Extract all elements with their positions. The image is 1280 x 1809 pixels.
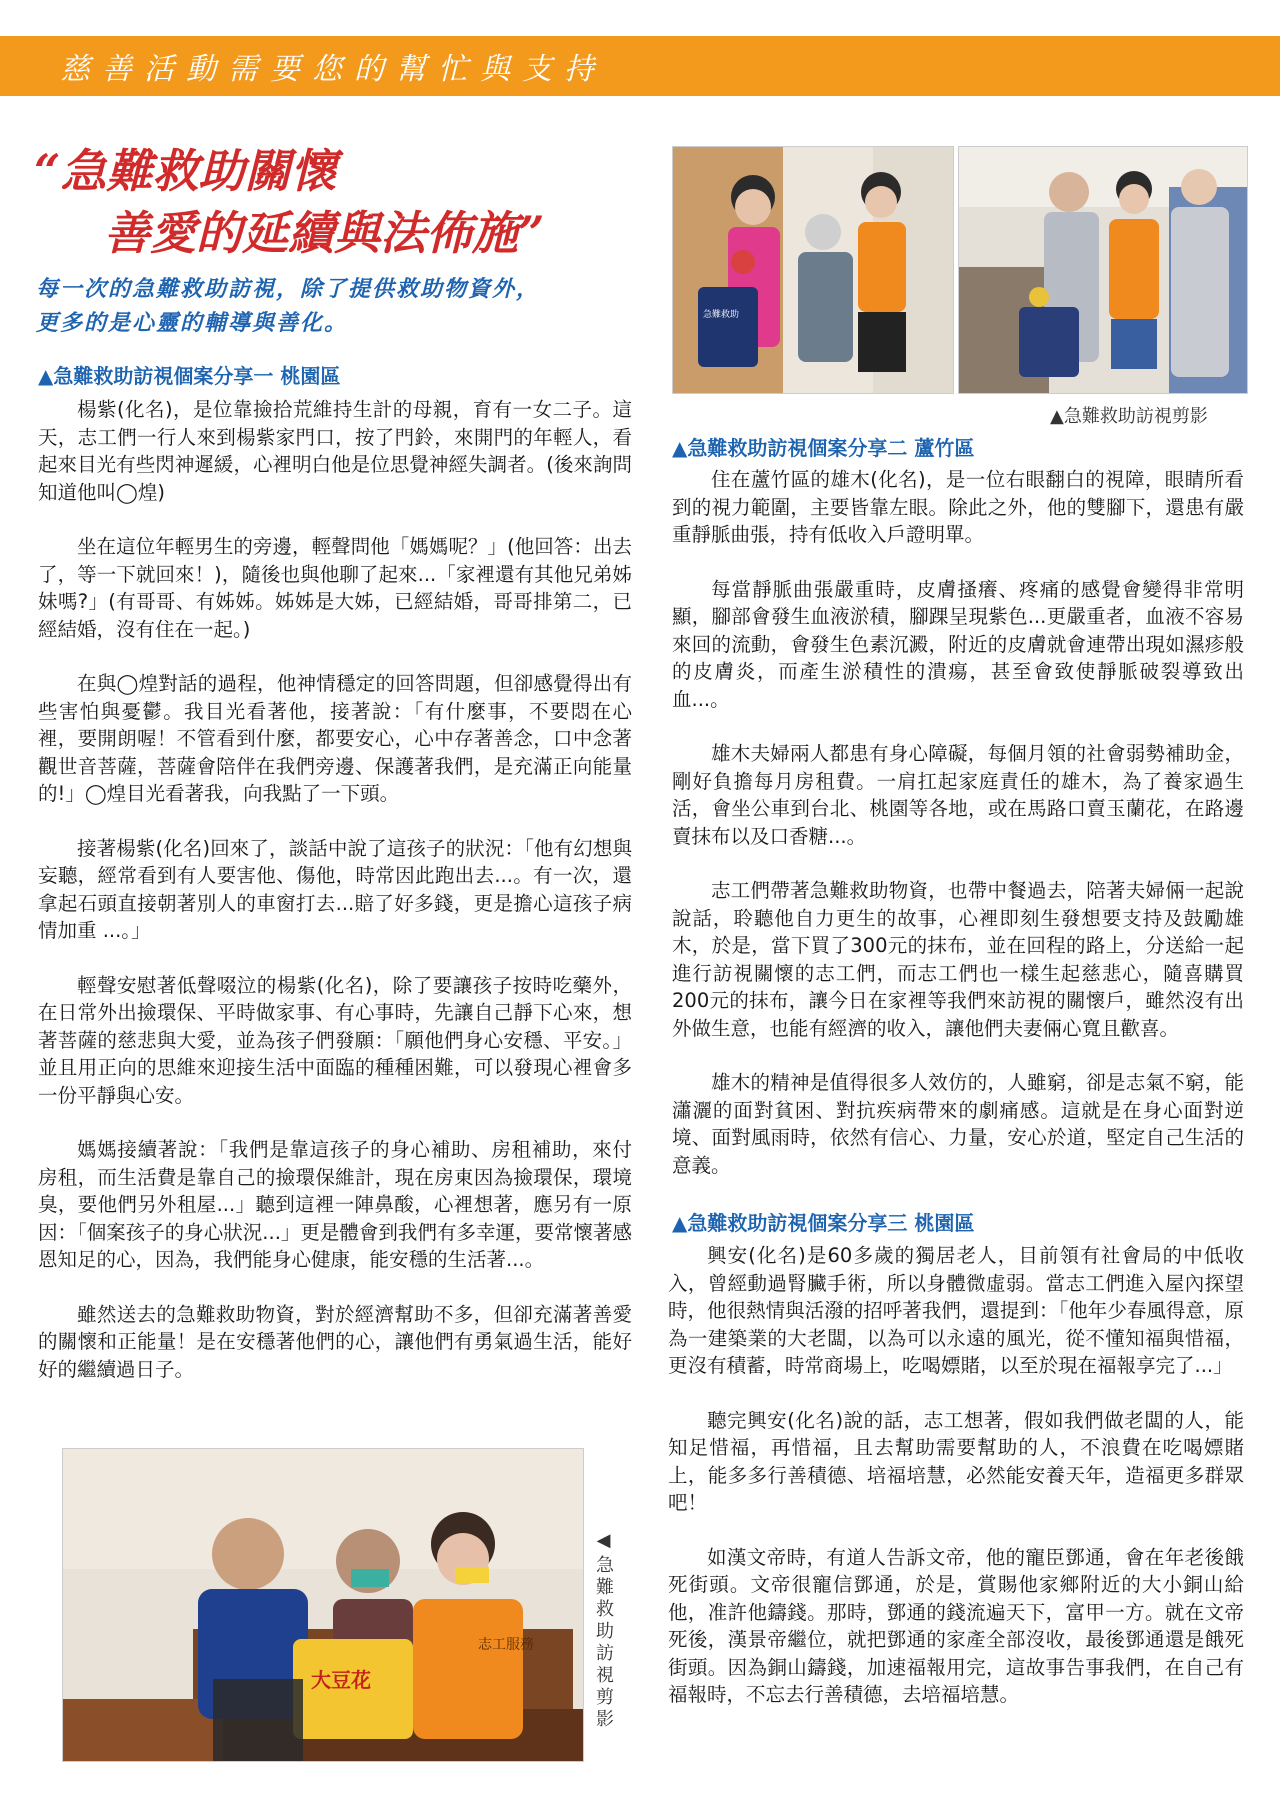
case1-paragraph: 輕聲安慰著低聲啜泣的楊紫(化名)，除了要讓孩子按時吃藥外，在日常外出撿環保、平時做家事、有心事時，先讓自己靜下心來，想著菩薩的慈悲與大愛，並為孩子們發願：「願他們身心安穩、平安。」並且用正向的思維來迎接生活中面臨的種種困難，可以發現心裡會多一份平靜與心安。 bbox=[38, 973, 632, 1107]
snack-label: 大豆花 bbox=[311, 1668, 371, 1692]
subhead-line2: 更多的是心靈的輔導與善化。 bbox=[36, 310, 349, 336]
visit-photo-bottom-illustration bbox=[63, 1449, 583, 1761]
top-banner bbox=[0, 36, 1280, 96]
visit-photo-top-right-illustration bbox=[959, 147, 1247, 393]
photo-caption-top: ▲急難救助訪視剪影 bbox=[1050, 406, 1208, 427]
subhead-line1: 每一次的急難救助訪視，除了提供救助物資外， bbox=[36, 276, 541, 302]
visit-photo-top-left-illustration bbox=[673, 147, 953, 393]
case3-paragraph: 聽完興安(化名)說的話，志工想著，假如我們做老闆的人，能知足惜福，再惜福，且去幫助需要幫助的人，不浪費在吃喝嫖賭上，能多多行善積德、培福培慧，必然能安養天年，造福更多群眾吧！ bbox=[668, 1408, 1244, 1514]
case1-paragraph: 雖然送去的急難救助物資，對於經濟幫助不多，但卻充滿著善愛的關懷和正能量！是在安穩著他們的心，讓他們有勇氣過生活，能好好的繼續過日子。 bbox=[38, 1302, 632, 1381]
case1-paragraph: 在與◯煌對話的過程，他神情穩定的回答問題，但卻感覺得出有些害怕與憂鬱。我目光看著他，接著說：「有什麼事，不要悶在心裡，要開朗喔！不管看到什麼，都要安心，心中存著善念，口中念著觀世音菩薩，菩薩會陪伴在我們旁邊、保護著我們，是充滿正向能量的!」◯煌目光看著我，向我點了一下頭。 bbox=[38, 672, 632, 805]
photo-caption-bottom: ◀急難救助訪視剪影 bbox=[593, 1530, 614, 1731]
case3-paragraph: 興安(化名)是60多歲的獨居老人，目前領有社會局的中低收入，曾經動過腎臟手術，所以身體微虛弱。當志工們進入屋內探望時，他很熱情與活潑的招呼著我們，還提到：「他年少春風得意，原為一建築業的大老闆，以為可以永遠的風光，從不懂知福與惜福，更沒有積蓄，時常商場上，吃喝嫖賭，以至於現在福報享完了...」 bbox=[668, 1244, 1244, 1377]
case3-paragraph: 如漢文帝時，有道人告訴文帝，他的寵臣鄧通，會在年老後餓死街頭。文帝很寵信鄧通，於是，賞賜他家鄉附近的大小銅山給他，准許他鑄錢。那時，鄧通的錢流遍天下，富甲一方。就在文帝死後，漢景帝繼位，就把鄧通的家產全部沒收，最後鄧通還是餓死街頭。因為銅山鑄錢，加速福報用完，這故事告事我們，在自己有福報時，不忘去行善積德，去培福培慧。 bbox=[668, 1545, 1244, 1706]
article-subhead bbox=[36, 272, 636, 340]
visit-photo-top-left bbox=[672, 146, 954, 394]
case2-paragraph: 每當靜脈曲張嚴重時，皮膚搔癢、疼痛的感覺會變得非常明顯，腳部會發生血液淤積，腳踝呈現紫色...更嚴重者，血液不容易來回的流動，會發生色素沉澱，附近的皮膚就會連帶出現如濕疹般的皮膚炎，而產生淤積性的潰瘍，甚至會致使靜脈破裂導致出血...。 bbox=[672, 577, 1244, 711]
case1-paragraph: 接著楊紫(化名)回來了，談話中說了這孩子的狀況：「他有幻想與妄聽，經常看到有人要害他、傷他，時常因此跑出去...。有一次，還拿起石頭直接朝著別人的車窗打去...賠了好多錢，更是擔心這孩子病情加重 ...。」 bbox=[38, 836, 632, 942]
case3-title: ▲急難救助訪視個案分享三 桃園區 bbox=[672, 1211, 975, 1235]
case2-paragraph: 雄木的精神是值得很多人效仿的，人雖窮，卻是志氣不窮，能瀟灑的面對貧困、對抗疾病帶來的劇痛感。這就是在身心面對逆境、面對風雨時，依然有信心、力量，安心於道，堅定自己生活的意義。 bbox=[672, 1071, 1244, 1177]
headline-line2: 善愛的延續與法佈施” bbox=[104, 206, 545, 260]
case1-paragraph: 媽媽接續著說：「我們是靠這孩子的身心補助、房租補助，來付房租，而生活費是靠自己的撿環保維計，現在房東因為撿環保，環境臭，要他們另外租屋...」聽到這裡一陣鼻酸，心裡想著，應另有一原因：「個案孩子的身心狀況...」更是體會到我們有多幸運，要常懷著感恩知足的心，因為，我們能身心健康，能安穩的生活著...。 bbox=[38, 1138, 632, 1271]
vest-label: 志工服務 bbox=[478, 1637, 534, 1653]
banner-text: 慈善活動需要您的幫忙與支持 bbox=[60, 52, 606, 87]
case1-title: ▲急難救助訪視個案分享一 桃園區 bbox=[38, 364, 341, 388]
article-headline bbox=[34, 140, 654, 264]
case3-body bbox=[668, 1242, 1244, 1736]
visit-photo-top-right bbox=[958, 146, 1248, 394]
case1-paragraph: 楊紫(化名)，是位靠撿拾荒維持生計的母親，育有一女二子。這天，志工們一行人來到楊紫家門口，按了門鈴，來開門的年輕人，看起來目光有些閃神遲緩，心裡明白他是位思覺神經失調者。(後來詢問知道他叫◯煌) bbox=[38, 398, 632, 504]
headline-line1: “急難救助關懷 bbox=[34, 144, 337, 198]
case1-paragraph: 坐在這位年輕男生的旁邊，輕聲問他「媽媽呢？」(他回答：出去了，等一下就回來！)，隨後也與他聊了起來...「家裡還有其他兄弟姊妹嗎?」(有哥哥、有姊姊。姊姊是大姊，已經結婚，哥哥排第二，已經結婚，沒有住在一起。) bbox=[38, 535, 632, 641]
case2-paragraph: 雄木夫婦兩人都患有身心障礙，每個月領的社會弱勢補助金，剛好負擔每月房租費。一肩扛起家庭責任的雄木，為了養家過生活，會坐公車到台北、桃園等各地，或在馬路口賣玉蘭花，在路邊賣抹布以及口香糖...。 bbox=[672, 742, 1244, 848]
bag-label: 急難救助 bbox=[703, 310, 740, 320]
case2-body bbox=[672, 466, 1244, 1206]
case2-paragraph: 住在蘆竹區的雄木(化名)，是一位右眼翻白的視障，眼睛所看到的視力範圍，主要皆靠左眼。除此之外，他的雙腳下，還患有嚴重靜脈曲張，持有低收入戶證明單。 bbox=[672, 468, 1244, 546]
case2-title: ▲急難救助訪視個案分享二 蘆竹區 bbox=[672, 436, 975, 460]
visit-photo-bottom bbox=[62, 1448, 584, 1762]
case2-paragraph: 志工們帶著急難救助物資，也帶中餐過去，陪著夫婦倆一起說說話，聆聽他自力更生的故事，心裡即刻生發想要支持及鼓勵雄木，於是，當下買了300元的抹布，並在回程的路上，分送給一起進行訪視關懷的志工們，而志工們也一樣生起慈悲心，隨喜購買200元的抹布，讓今日在家裡等我們來訪視的關懷戶，雖然沒有出外做生意，也能有經濟的收入，讓他們夫妻倆心寬且歡喜。 bbox=[672, 879, 1244, 1040]
case1-body bbox=[38, 396, 632, 1410]
